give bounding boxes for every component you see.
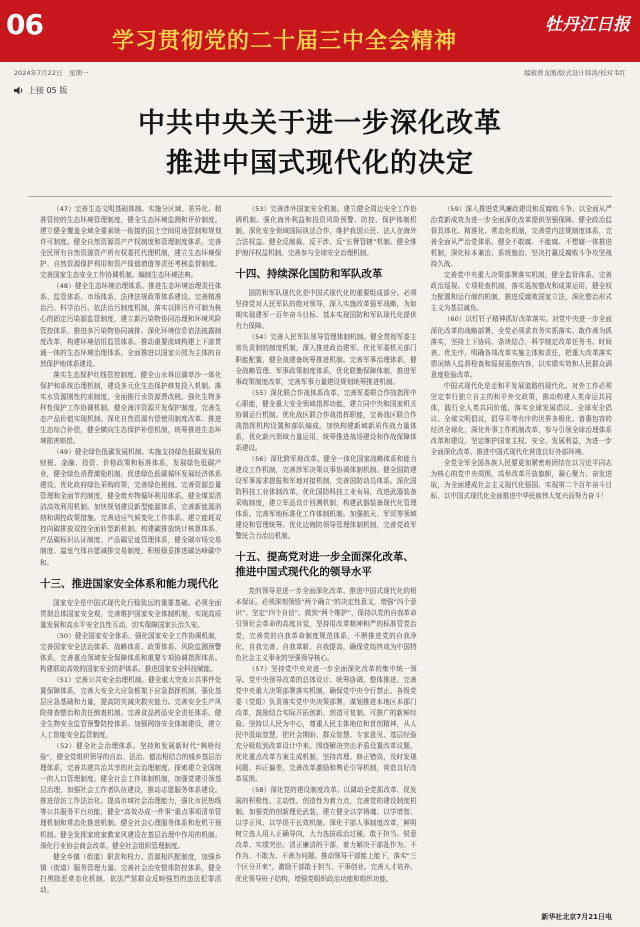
headline-divider bbox=[28, 196, 612, 197]
paragraph: （52）健全社会治理体系。坚持和发展新时代“枫桥经验”，健全党组织领导的自治、法治、德治相结合的城乡基层治理体系，完善共建共治共享的社会治理制度。探索建立全国统一的人口管理制度。健全社会工作体制机制，加强党建引领基层治理，加强社会工作者队伍建设，推动志愿服务体系建设。推进信访工作法治化。提高市域社会治理能力，强化市民热线等公共服务平台功能，健全“高效办成一件事”重点事项清单管理机制和常态化推进机制。健全社会心理服务体系和危机干预机制。健全发挥家庭家教家风建设在基层治理中作用的机制。深化行业协会商会改革。健全社会组织管理制度。 bbox=[40, 742, 222, 850]
audio-continue-link[interactable] bbox=[14, 83, 67, 97]
page-banner bbox=[0, 0, 640, 62]
paragraph: 中国式现代化是走和平发展道路的现代化。对外工作必须坚定奉行独立自主的和平外交政策，推动构建人类命运共同体，践行全人类共同价值，落实全球发展倡议、全球安全倡议、全球文明倡议，倡导平等有序的世界多极化、普惠包容的经济全球化，深化外事工作机制改革，参与引领全球治理体系改革和建设，坚定维护国家主权、安全、发展利益，为进一步全面深化改革、推进中国式现代化营造良好外部环境。 bbox=[430, 381, 612, 457]
article-headline bbox=[0, 104, 640, 184]
paragraph: （60）以钉钉子精神抓好改革落实。对党中央进一步全面深化改革的战略部署，全党必须求真务实抓落实、敢作善为抓落实，坚持上下协同、条块结合，科学制定改革任务书、时间表、优先序，明确各项改革实施主体和责任，把重大改革落实情况纳入监督检查和巡视巡察内容，以实绩实效和人民群众满意度检验改革。 bbox=[430, 315, 612, 379]
speaker-icon bbox=[14, 86, 24, 95]
paragraph: 完善党中央重大决策部署落实机制，健全监督体系。完善政治巡视、专项检查机制，落实巡视整改和成果运用，健全权力配置和运行制约机制，推进反腐败国家立法，深化整治形式主义为基层减负。 bbox=[430, 271, 612, 313]
paragraph: 党的领导是进一步全面深化改革、推进中国式现代化的根本保证。必须深刻领悟“两个确立”的决定性意义，增强“四个意识”、坚定“四个自信”、做到“两个维护”，保持以党的自我革命引领社会革命的高度自觉，坚持用改革精神和严的标准管党治党，完善党的自我革命制度规范体系，不断推进党的自我净化、自我完善、自我革新、自我提高，确保党始终成为中国特色社会主义事业的坚强领导核心。 bbox=[235, 587, 417, 662]
paragraph: （47）完善生态文明基础体制。实施分区域、差异化、精准管控的生态环境管理制度，健全生态环境监测和评价制度。建立健全覆盖全域全要素统一衔接的国土空间用途管制和规划许可制度。健全自然资源资产产权制度和管理制度体系，完善全民所有自然资源资产所有权委托代理机制，建立生态环境保护、自然资源保护利用和资产保值增值等责任考核监督制度。完善国家生态安全工作协调机制。编制生态环境法典。 bbox=[40, 205, 222, 280]
meta-row bbox=[14, 68, 626, 80]
headline-line-1: 中共中央关于进一步深化改革 bbox=[138, 108, 502, 139]
banner-title: 学习贯彻党的二十届三中全会精神 bbox=[112, 29, 458, 54]
edition-label: 上接 05 版 bbox=[28, 85, 68, 95]
paragraph: （50）健全国家安全体系。强化国家安全工作协调机制，完善国家安全法治体系、战略体系、政策体系、风险监测预警体系，完善重点领域安全保障体系和重要专项协调指挥体系。构建联动高效的国家安全防护体系。推进国家安全科技赋能。 bbox=[40, 631, 222, 673]
paragraph: 落实生态保护红线管控制度。健全山水林田湖草沙一体化保护和系统治理机制，建设多元化生态保护修复投入机制。落实水资源刚性约束制度，全面推行水资源费改税。强化生物多样性保护工作协调机制。健全海洋资源开发保护制度。完善生态产品价值实现机制。深化自然资源有偿使用制度改革。推进生态综合补偿，健全横向生态保护补偿机制，统筹推进生态环境损害赔偿。 bbox=[40, 370, 222, 445]
paragraph: （48）健全生态环境治理体系。推进生态环境治理责任体系、监管体系、市场体系、法律法规政策体系建设。完善精准治污、科学治污、依法治污制度机制，落实以排污许可制为核心的固定污染源监管制度，建立新污染物协同治理和环境风险管控体系，推进多污染物协同减排。深化环境信息依法披露制度改革，构建环境信用监管体系。推动重要流域构建上下游贯通一体的生态环境治理体系。全面推进以国家公园为主体的自然保护地体系建设。 bbox=[40, 282, 222, 368]
section-heading-13: 十三、推进国家安全体系和能力现代化 bbox=[40, 577, 219, 590]
article-body bbox=[40, 204, 612, 904]
paragraph: （58）深化党的建设制度改革。以调动全党抓改革、促发展的积极性、主动性、创造性为着力点，完善党的建设制度机制。加强党的创新理论武装，建立健全以学铸魂、以学增智、以学正风、以学促干长效机制。深化干部人事制度改革，鲜明树立选人用人正确导向，大力选拔政治过硬、敢于担当、锐意改革、实绩突出、清正廉洁的干部，着力解决干部乱作为、不作为、不敢为、不善为问题。推动领导干部能上能下，落实“三个区分开来”，激励干部敢于担当、干事创业。完善人才培养、优化领导班子结构，增强党组织政治功能和组织功能。 bbox=[235, 786, 417, 883]
editor-credit: 编辑曾龙刚/版式设计韩涛/校对韦红 bbox=[524, 69, 626, 77]
issue-date: 2024年7月22日 星期一 bbox=[14, 69, 89, 77]
newspaper-logo: 牡丹江日报 bbox=[545, 15, 630, 35]
paragraph: 国防和军队现代化是中国式现代化的重要组成部分。必须坚持党对人民军队的绝对领导，深入实施改革强军战略，为如期实现建军一百年奋斗目标、基本实现国防和军队现代化提供有力保障。 bbox=[235, 289, 417, 331]
paragraph: （53）完善涉外国家安全机制。建立健全周边安全工作协调机制。强化海外利益和投资风险预警、防控、保护体制机制，深化安全领域国际执法合作，维护我国公民、法人在海外合法权益。健全反制裁、反干涉、反“长臂管辖”机制。健全维护海洋权益机制。完善参与全球安全治理机制。 bbox=[235, 205, 417, 258]
paragraph: （55）深化联合作战体系改革。完善军委联合作战指挥中心职能，健全重大安全领域指挥功能，建立同中央和国家机关协调运行机制。优化战区联合作战指挥职能，完善战区联合作战指挥机构设置和部队编成。加快构建新域新质作战力量体系，优化新兴领域力量运用，统筹推进战场建设和作战保障体系建设。 bbox=[235, 388, 417, 452]
section-heading-14: 十四、持续深化国防和军队改革 bbox=[235, 268, 383, 281]
section-heading-15: 十五、提高党对进一步全面深化改革、推进中国式现代化的领导水平 bbox=[235, 551, 414, 579]
paragraph: 全党全军全国各族人民要更加紧密地团结在以习近平同志为核心的党中央周围，高举改革开放旗帜，凝心聚力、奋发进取，为全面建成社会主义现代化强国、实现第二个百年奋斗目标，以中国式现代化全面推进中华民族伟大复兴而努力奋斗！ bbox=[430, 459, 612, 501]
headline-line-2: 推进中国式现代化的决定 bbox=[166, 148, 474, 179]
paragraph: （59）深入推进党风廉政建设和反腐败斗争。以全面从严治党新成效为进一步全面深化改革提供坚强保障。健全政治监督具体化、精准化、常态化机制，完善党内法规制度体系，完善全面从严治党体系。健全不敢腐、不能腐、不想腐一体推进机制，深化标本兼治、系统施治，坚决打赢反腐败斗争攻坚战持久战。 bbox=[430, 205, 612, 269]
page-number: 06 bbox=[6, 8, 43, 41]
paragraph: 健全乡镇（街道）职责和权力、资源相匹配制度，加强乡镇（街道）服务管理力量。完善社会治安整体防控体系，健全扫黑除恶常态化机制，依法严惩群众反映强烈的违法犯罪活动。 bbox=[40, 852, 222, 894]
paragraph: （57）坚持党中央对进一步全面深化改革的集中统一领导。党中央领导改革的总体设计、统筹协调、整体推进。完善党中央重大决策部署落实机制，确保党中央令行禁止。各级党委（党组）负责落实党中央决策部署，谋划推进本地区本部门改革，鼓励结合实际开拓创新，创造可复制、可推广的新鲜经验。坚持以人民为中心，尊重人民主体地位和首创精神，从人民中汲取智慧，把社会期盼、群众智慧、专家意见、基层经验充分吸收到改革设计中来。围绕解决突出矛盾设置改革议题，优化重点改革方案生成机制，坚持真理、修正错误，及时发现问题、纠正偏差。完善改革激励和舆论引导机制，营造良好改革氛围。 bbox=[235, 664, 417, 784]
paragraph: （51）完善公共安全治理机制。健全重大突发公共事件处置保障体系，完善大安全大应急框架下应急指挥机制，强化基层应急基础和力量，提高防灾减灾救灾能力。完善安全生产风险排查整治和责任倒查机制。完善食品药品安全责任体系。健全生物安全监管预警防控体系。加强网络安全体制建设，建立人工智能安全监管制度。 bbox=[40, 675, 222, 740]
paragraph: （56）深化跨军地改革。健全一体化国家战略体系和能力建设工作机制，完善涉军决策议事协调体制机制。健全国防建设军事需求提报和军地对接机制，完善国防动员体系。深化国防科技工业体制改革，优化国防科技工业布局，改进武器装备采购制度，建立军品设计回溯机制，构建武器装备现代化管理体系。完善军地标准化工作体制机制。加强航天、军贸等领域建设和管理统筹。优化边海防领导管理体制机制，完善党政军警民合力治边机制。 bbox=[235, 454, 417, 541]
paragraph: （54）完善人民军队领导管理体制机制。健全贯彻军委主席负责制的制度机制，深入推进政治建军。优化军委机关部门职能配置，健全战建备统筹推进机制。完善军事治理体系，健全战略管理、军事政策制度体系，优化联勤保障体制，推进军事政策制度改革，完善军事力量建设规划统筹推进机制。 bbox=[235, 333, 417, 386]
paragraph: （49）健全绿色低碳发展机制。实施支持绿色低碳发展的财税、金融、投资、价格政策和标准体系，发展绿色低碳产业，健全绿色消费激励机制，促进绿色低碳循环发展经济体系建设。优化政府绿色采购政策，完善绿色税制。完善资源总量管理和全面节约制度，健全废弃物循环利用体系。健全煤炭清洁高效利用机制。加快规划建设新型能源体系，完善新能源消纳和调控政策措施。完善适应气候变化工作体系。建立能耗双控向碳排放双控全面转型新机制。构建碳排放统计核算体系、产品碳标识认证制度、产品碳足迹管理体系，健全碳市场交易制度、温室气体自愿减排交易制度，积极稳妥推进碳达峰碳中和。 bbox=[40, 448, 222, 567]
paragraph: 国家安全是中国式现代化行稳致远的重要基础。必须全面贯彻总体国家安全观，完善维护国家安全体制机制，实现高质量发展和高水平安全良性互动，切实保障国家长治久安。 bbox=[40, 598, 222, 629]
news-agency-credit: 新华社北京7月21日电 bbox=[541, 913, 612, 921]
